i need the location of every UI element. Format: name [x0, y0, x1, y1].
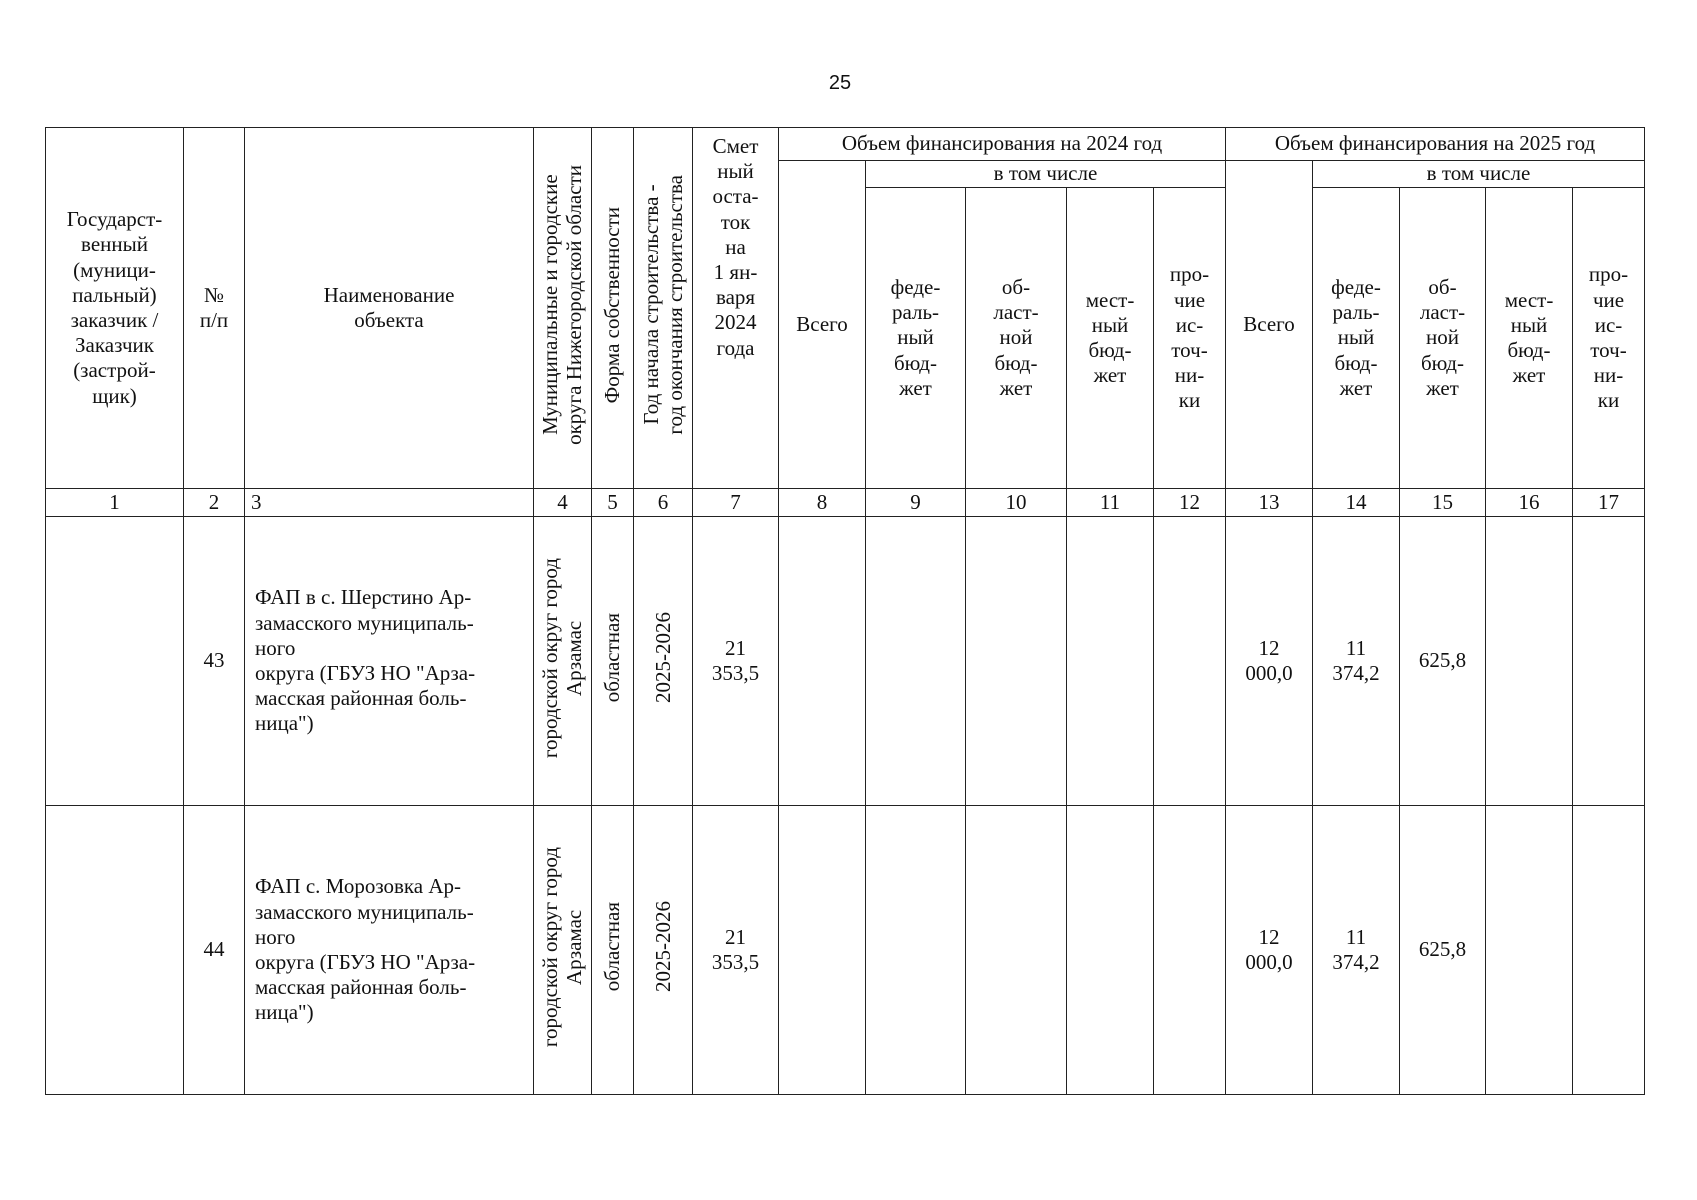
cell-years [634, 806, 693, 1095]
column-number: 8 [779, 489, 866, 517]
cell-municipality [534, 806, 592, 1095]
column-number: 11 [1067, 489, 1154, 517]
table-row [46, 806, 1645, 1095]
header-years [634, 128, 693, 489]
column-number: 5 [592, 489, 634, 517]
cell-2024-total [779, 517, 866, 806]
cell-estimate: 21 353,5 [693, 806, 779, 1095]
column-number: 10 [966, 489, 1067, 517]
header-2024-federal: феде- раль- ный бюд- жет [866, 188, 966, 489]
cell-ownership [592, 517, 634, 806]
cell-object-name: ФАП в с. Шерстино Ар- замасского муниципаль- ного округа (ГБУЗ НО "Арза- масская районная боль- ница") [245, 517, 534, 806]
cell-2024-federal [866, 806, 966, 1095]
cell-2025-federal: 11 374,2 [1313, 806, 1400, 1095]
column-number: 6 [634, 489, 693, 517]
cell-2025-regional: 625,8 [1400, 806, 1486, 1095]
header-2024-including: в том числе [866, 161, 1226, 188]
cell-2024-local [1067, 806, 1154, 1095]
cell-municipality-text: городской округ город Арзамас [538, 846, 587, 1047]
column-number: 1 [46, 489, 184, 517]
header-ownership [592, 128, 634, 489]
column-number: 13 [1226, 489, 1313, 517]
header-funding-2025: Объем финансирования на 2025 год [1226, 128, 1645, 161]
cell-object-name: ФАП с. Морозовка Ар- замасского муниципаль- ного округа (ГБУЗ НО "Арза- масская районная боль- ница") [245, 806, 534, 1095]
cell-2024-other [1154, 517, 1226, 806]
header-municipality-text: Муниципальные и городские округа Нижегородской области [538, 164, 587, 445]
cell-2025-total: 12 000,0 [1226, 806, 1313, 1095]
cell-ownership-text: областная [600, 613, 625, 703]
cell-years-text: 2025-2026 [650, 901, 675, 993]
cell-2025-other [1573, 806, 1645, 1095]
header-2025-federal: феде- раль- ный бюд- жет [1313, 188, 1400, 489]
header-2024-other: про- чие ис- точ- ни- ки [1154, 188, 1226, 489]
column-number: 3 [245, 489, 534, 517]
header-funding-2024: Объем финансирования на 2024 год [779, 128, 1226, 161]
header-estimate: Смет ный оста- ток на 1 ян- варя 2024 года [693, 128, 779, 489]
column-number: 14 [1313, 489, 1400, 517]
header-2025-total: Всего [1226, 161, 1313, 489]
cell-num: 43 [184, 517, 245, 806]
page-number: 25 [828, 72, 852, 94]
cell-2024-regional [966, 517, 1067, 806]
cell-num: 44 [184, 806, 245, 1095]
cell-2024-regional [966, 806, 1067, 1095]
header-2025-including: в том числе [1313, 161, 1645, 188]
column-numbers-row [46, 489, 1645, 517]
construction-objects-table [45, 127, 1645, 1095]
cell-2025-regional: 625,8 [1400, 517, 1486, 806]
header-2024-regional: об- ласт- ной бюд- жет [966, 188, 1067, 489]
cell-municipality [534, 517, 592, 806]
column-number: 17 [1573, 489, 1645, 517]
column-number: 2 [184, 489, 245, 517]
cell-2024-total [779, 806, 866, 1095]
cell-municipality-text: городской округ город Арзамас [538, 557, 587, 758]
cell-2025-federal: 11 374,2 [1313, 517, 1400, 806]
header-ownership-text: Форма собственности [600, 206, 625, 404]
header-2024-total: Всего [779, 161, 866, 489]
header-row-top [46, 128, 1645, 161]
header-customer: Государст- венный (муници- пальный) заказчик / Заказчик (застрой- щик) [46, 128, 184, 489]
cell-2024-other [1154, 806, 1226, 1095]
column-number: 12 [1154, 489, 1226, 517]
header-2025-other: про- чие ис- точ- ни- ки [1573, 188, 1645, 489]
header-2024-local: мест- ный бюд- жет [1067, 188, 1154, 489]
cell-2025-total: 12 000,0 [1226, 517, 1313, 806]
column-number: 16 [1486, 489, 1573, 517]
column-number: 15 [1400, 489, 1486, 517]
header-municipality [534, 128, 592, 489]
cell-2024-local [1067, 517, 1154, 806]
cell-2025-local [1486, 806, 1573, 1095]
column-number: 4 [534, 489, 592, 517]
cell-2025-other [1573, 517, 1645, 806]
header-years-text: Год начала строительства - год окончания строительства [638, 175, 687, 435]
cell-2025-local [1486, 517, 1573, 806]
header-2025-regional: об- ласт- ной бюд- жет [1400, 188, 1486, 489]
header-2025-local: мест- ный бюд- жет [1486, 188, 1573, 489]
cell-customer [46, 806, 184, 1095]
cell-ownership [592, 806, 634, 1095]
cell-customer [46, 517, 184, 806]
cell-2024-federal [866, 517, 966, 806]
cell-years-text: 2025-2026 [650, 612, 675, 704]
table-row [46, 517, 1645, 806]
cell-ownership-text: областная [600, 902, 625, 992]
column-number: 7 [693, 489, 779, 517]
column-number: 9 [866, 489, 966, 517]
cell-years [634, 517, 693, 806]
header-name: Наименование объекта [245, 128, 534, 489]
header-num: № п/п [184, 128, 245, 489]
cell-estimate: 21 353,5 [693, 517, 779, 806]
